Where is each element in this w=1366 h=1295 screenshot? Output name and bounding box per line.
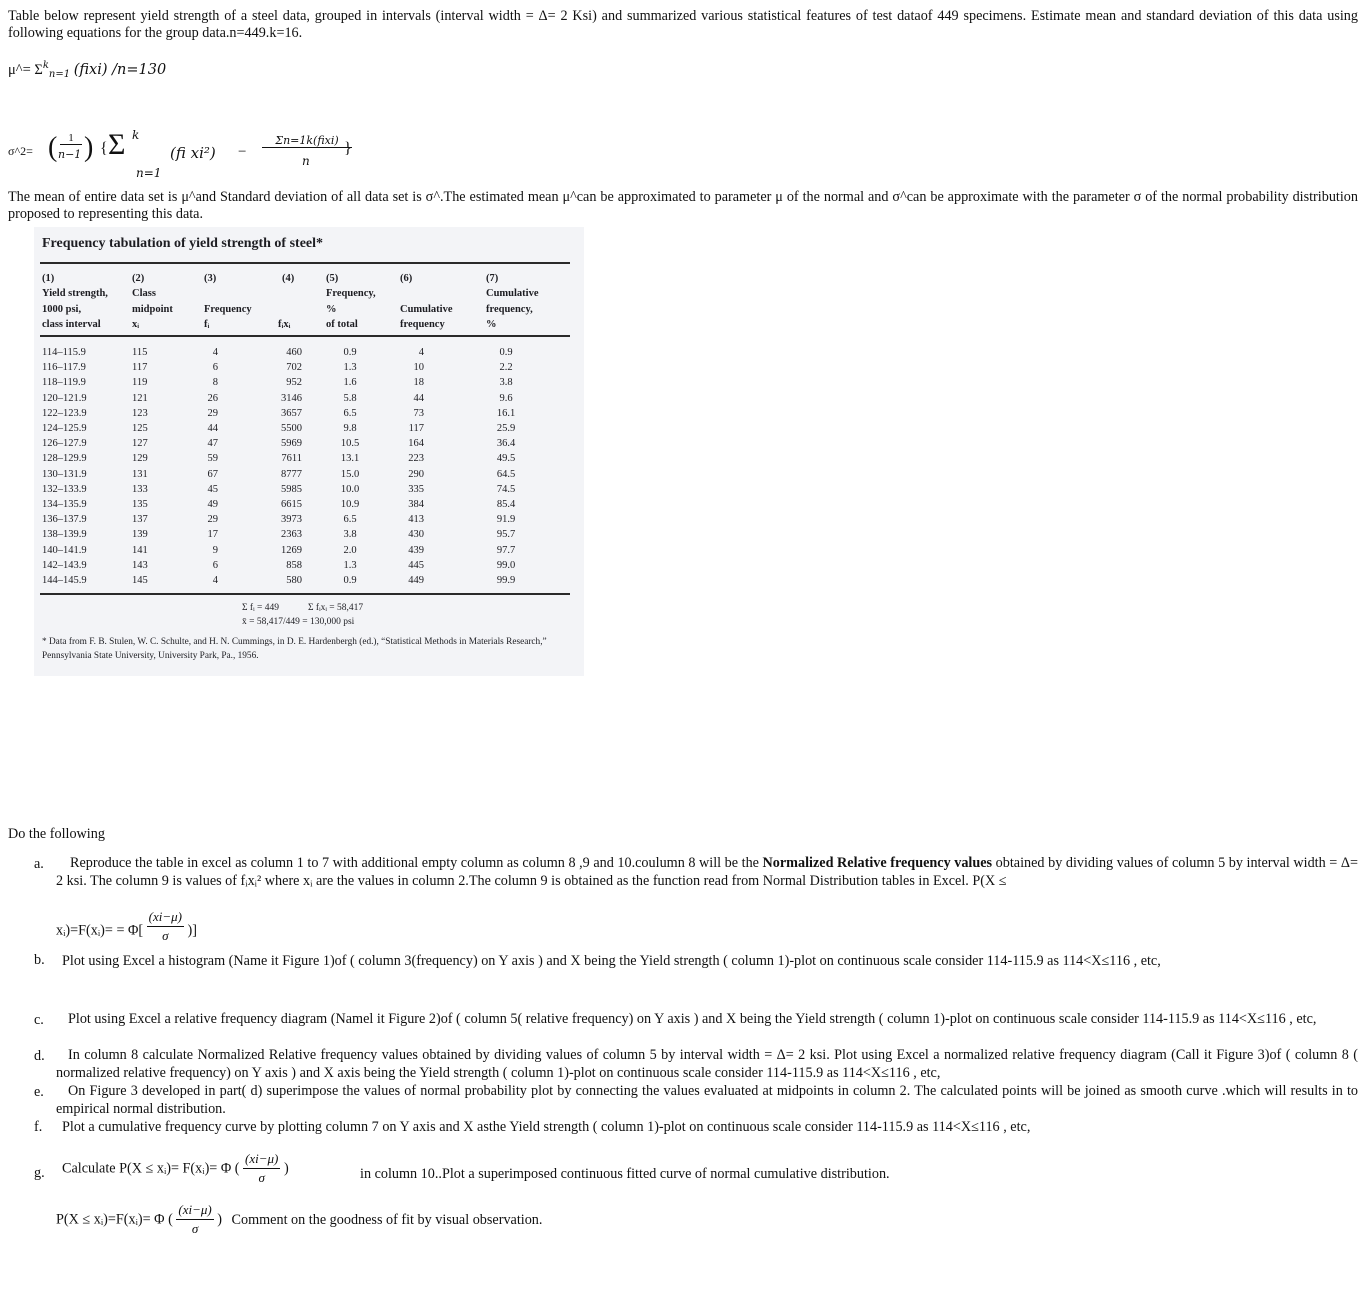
task-a-frac-den: σ — [162, 928, 169, 943]
table-cell-col-1: 126–127.9 — [42, 438, 87, 450]
table-cell-col-3: 67 — [207, 468, 218, 480]
table-cell-col-6: 223 — [408, 453, 424, 465]
table-cell-col-6: 44 — [413, 392, 424, 404]
table-cell-col-6: 18 — [413, 377, 424, 389]
table-cell-col-2: 143 — [132, 559, 148, 571]
table-cell-col-6: 384 — [408, 499, 424, 510]
header-col-7-line-1: (7) — [486, 273, 499, 284]
mean-eq-lhs: μ^= — [8, 62, 31, 78]
header-col-3-line-1: (3) — [204, 273, 217, 284]
table-cell-col-2: 141 — [132, 544, 148, 556]
header-col-6-line-1: (6) — [400, 273, 413, 284]
table-cell-col-3: 9 — [212, 544, 218, 556]
table-cell-col-1: 122–123.9 — [42, 407, 87, 419]
table-cell-col-1: 144–145.9 — [42, 575, 87, 586]
task-h-frac-den: σ — [191, 1221, 199, 1236]
table-cell-col-6: 290 — [408, 468, 424, 480]
task-h-frac-num: (xi−μ) — [176, 1201, 213, 1220]
task-c-text: Plot using Excel a relative frequency diagram (Namel it Figure 2)of ( column 5( relative frequency) on Y axis ) and X being the Yield strength ( column 1)-plot on continuous scale consider 114-115.9 as 114<X≤116 , etc, — [68, 1011, 1317, 1027]
var-eq-frac-num: Σn=1k(fixi) — [262, 134, 352, 148]
table-cell-col-6: 449 — [408, 575, 424, 586]
table-cell-col-7: 2.2 — [499, 362, 513, 374]
table-cell-col-3: 4 — [212, 347, 218, 358]
var-eq-coef-den: n−1 — [58, 148, 82, 161]
table-cell-col-6: 439 — [408, 544, 424, 556]
table-cell-col-5: 9.8 — [343, 423, 357, 434]
task-g-label: g. — [34, 1165, 45, 1181]
table-cell-col-2: 133 — [132, 483, 148, 495]
var-eq-lhs: σ^2= — [8, 144, 33, 158]
table-cell-col-3: 49 — [207, 499, 218, 510]
task-e-label: e. — [34, 1084, 44, 1100]
table-cell-col-2: 127 — [132, 438, 148, 450]
table-cell-col-1: 134–135.9 — [42, 499, 87, 510]
table-cell-col-7: 16.1 — [496, 407, 516, 419]
task-a-text-4: )] — [187, 922, 197, 939]
table-footnote: * Data from F. B. Stulen, W. C. Schulte, and H. N. Cummings, in D. E. Hardenbergh (ed.), “Statistical Methods in Materials Research,” Pennsylvania State University, University Park, Pa., 1956. — [42, 637, 547, 661]
table-cell-col-1: 140–141.9 — [42, 544, 87, 556]
header-col-5-line-1: (5) — [326, 273, 339, 284]
table-cell-col-3: 29 — [207, 514, 218, 526]
table-cell-col-4: 580 — [286, 575, 302, 586]
header-col-1-line-3: 1000 psi, — [42, 303, 82, 315]
table-cell-col-7: 91.9 — [496, 514, 516, 526]
table-cell-col-1: 120–121.9 — [42, 392, 87, 404]
table-top-rule — [40, 262, 570, 264]
table-cell-col-2: 139 — [132, 529, 148, 541]
mean-eq-sum-sup: k — [42, 60, 49, 71]
table-cell-col-4: 7611 — [281, 453, 302, 465]
table-cell-col-7: 64.5 — [496, 468, 516, 480]
table-cell-col-4: 460 — [286, 347, 302, 358]
table-cell-col-4: 5969 — [281, 438, 302, 450]
task-c-label: c. — [34, 1012, 44, 1028]
table-cell-col-1: 118–119.9 — [42, 377, 86, 389]
table-cell-col-1: 130–131.9 — [42, 468, 87, 480]
task-h-formula — [56, 1201, 542, 1238]
table-cell-col-5: 0.9 — [343, 347, 357, 358]
task-g-frac-den: σ — [258, 1170, 265, 1185]
table-cell-col-4: 3146 — [281, 392, 302, 404]
table-cell-col-5: 3.8 — [343, 529, 357, 541]
table-cell-col-5: 10.5 — [340, 438, 360, 450]
header-col-7-line-3: frequency, — [486, 303, 533, 315]
table-cell-col-1: 142–143.9 — [42, 559, 87, 571]
table-cell-col-2: 115 — [132, 347, 148, 358]
table-cell-col-2: 131 — [132, 468, 148, 480]
task-h-text-2: ) — [217, 1211, 222, 1228]
variance-equation: σ^2= ( 1 n−1 ) { Σ k n=1 (fi xi²) − Σn=1k(fixi) n } — [8, 128, 352, 180]
table-header-rule — [40, 335, 570, 337]
table-cell-col-1: 136–137.9 — [42, 514, 87, 526]
var-eq-sum-sub: n=1 — [136, 166, 162, 180]
table-cell-col-2: 121 — [132, 392, 148, 404]
header-col-2-line-1: (2) — [132, 273, 145, 284]
header-col-1-line-2: Yield strength, — [42, 288, 108, 300]
table-cell-col-3: 44 — [207, 423, 218, 434]
task-d-text: In column 8 calculate Normalized Relative frequency values obtained by dividing values of column 5 by interval width = Δ= 2 ksi. Plot using Excel a normalized relative frequency diagram (Call it Figure 3)of ( column 8 ( normalized relative frequency) on Y axis ) and X axis being the Yield strength ( column 1)-plot on continuous scale consider 114-115.9 as 114<X≤116 , etc, — [56, 1047, 1358, 1081]
table-cell-col-3: 29 — [207, 407, 218, 419]
task-g-text-2: ) — [283, 1160, 289, 1177]
task-d-label: d. — [34, 1048, 45, 1064]
header-col-2-line-3: midpoint — [132, 303, 173, 315]
table-cell-col-3: 17 — [207, 529, 218, 541]
table-cell-col-7: 9.6 — [499, 392, 513, 404]
table-cell-col-5: 6.5 — [343, 407, 357, 419]
table-cell-col-5: 10.9 — [340, 499, 360, 510]
var-eq-coef-num: 1 — [60, 132, 82, 145]
header-col-2-line-2: Class — [132, 288, 156, 300]
table-cell-col-7: 36.4 — [496, 438, 516, 450]
header-col-3-line-4: fᵢ — [204, 318, 210, 330]
sum-f: Σ fᵢ = 449 — [242, 603, 279, 613]
table-cell-col-6: 164 — [408, 438, 424, 450]
task-g-formula — [62, 1150, 289, 1187]
header-col-5-line-4: of total — [326, 318, 358, 330]
table-cell-col-4: 5985 — [281, 483, 302, 495]
table-cell-col-7: 25.9 — [496, 423, 516, 434]
mean-eq-sum: Σ — [34, 62, 43, 78]
table-cell-col-3: 6 — [212, 559, 218, 571]
header-col-7-line-4: % — [486, 318, 497, 330]
do-following-heading: Do the following — [8, 826, 105, 842]
header-col-7-line-2: Cumulative — [486, 288, 539, 300]
table-cell-col-5: 2.0 — [343, 544, 357, 556]
table-cell-col-2: 117 — [132, 362, 148, 374]
table-cell-col-3: 4 — [212, 575, 218, 586]
task-g-fraction — [243, 1150, 280, 1187]
task-b-label: b. — [34, 952, 45, 968]
table-cell-col-4: 1269 — [281, 544, 302, 556]
table-cell-col-6: 445 — [408, 559, 424, 571]
var-eq-minus: − — [238, 144, 247, 160]
table-cell-col-7: 3.8 — [499, 377, 513, 389]
table-cell-col-2: 123 — [132, 407, 148, 419]
table-cell-col-6: 117 — [408, 423, 424, 434]
table-cell-col-5: 0.9 — [343, 575, 357, 586]
mean-explanation: The mean of entire data set is μ^and Standard deviation of all data set is σ^.The estimated mean μ^can be approximated to parameter μ of the normal and σ^can be approximate with the parameter σ of the normal probability distribution proposed to representing this data. — [8, 189, 1358, 222]
table-cell-col-7: 49.5 — [496, 453, 516, 465]
task-h-text-3: Comment on the goodness of fit by visual observation. — [231, 1211, 543, 1228]
table-cell-col-2: 125 — [132, 423, 148, 434]
table-cell-col-6: 73 — [413, 407, 424, 419]
task-b-text: Plot using Excel a histogram (Name it Figure 1)of ( column 3(frequency) on Y axis ) and X being the Yield strength ( column 1)-plot on continuous scale consider 114-115.9 as 114<X≤116 , etc, — [62, 953, 1161, 969]
table-cell-col-6: 4 — [418, 347, 424, 358]
table-cell-col-7: 97.7 — [496, 544, 516, 556]
task-g-text-3: in column 10..Plot a superimposed continuous fitted curve of normal cumulative distribution. — [360, 1166, 890, 1182]
task-g-frac-num: (xi−μ) — [243, 1150, 280, 1169]
table-cell-col-7: 99.9 — [496, 575, 516, 586]
mean-equation — [8, 60, 166, 80]
table-cell-col-5: 15.0 — [340, 468, 360, 480]
table-cell-col-3: 47 — [207, 438, 218, 450]
table-cell-col-5: 1.3 — [343, 559, 357, 571]
table-cell-col-7: 99.0 — [496, 559, 516, 571]
table-cell-col-4: 5500 — [281, 423, 302, 434]
table-cell-col-6: 430 — [408, 529, 424, 541]
table-cell-col-7: 74.5 — [496, 483, 516, 495]
table-cell-col-4: 3973 — [281, 514, 302, 526]
table-cell-col-1: 116–117.9 — [42, 362, 86, 374]
table-cell-col-5: 5.8 — [343, 392, 357, 404]
table-cell-col-2: 137 — [132, 514, 148, 526]
header-col-4-line-1: (4) — [282, 273, 295, 284]
table-cell-col-3: 6 — [212, 362, 218, 374]
table-cell-col-4: 952 — [286, 377, 302, 389]
table-cell-col-4: 2363 — [281, 529, 302, 541]
var-eq-sum-sup: k — [132, 128, 140, 142]
table-cell-col-2: 119 — [132, 377, 148, 389]
task-a-frac-num: (xi−μ) — [147, 908, 184, 927]
table-cell-col-7: 95.7 — [496, 529, 516, 541]
table-cell-col-4: 6615 — [281, 499, 302, 510]
table-cell-col-4: 858 — [286, 559, 302, 571]
table-cell-col-7: 85.4 — [496, 499, 516, 510]
mean-eq-body: (fixi) /n=130 — [73, 62, 167, 78]
table-cell-col-2: 129 — [132, 453, 148, 465]
header-col-5-line-2: Frequency, — [326, 288, 376, 300]
intro-paragraph: Table below represent yield strength of a steel data, grouped in intervals (interval width = Δ= 2 Ksi) and summarized various statistical features of test dataof 449 specimens. Estimate mean and standard deviation of this data using following equations for the group data.n=449.k=16. — [8, 8, 1358, 41]
task-h-fraction — [176, 1201, 213, 1238]
header-col-5-line-3: % — [326, 303, 337, 315]
task-e-text: On Figure 3 developed in part( d) superimpose the values of normal probability plot by connecting the values evaluated at midpoints in column 2. The calculated points will be joined as smooth curve .which will results in to empirical normal distribution. — [56, 1083, 1358, 1117]
task-a-text — [56, 854, 1358, 890]
table-cell-col-7: 0.9 — [499, 347, 513, 358]
table-cell-col-1: 132–133.9 — [42, 483, 87, 495]
table-cell-col-3: 26 — [207, 392, 218, 404]
table-cell-col-6: 335 — [408, 483, 424, 495]
task-a-label: a. — [34, 856, 44, 872]
table-cell-col-2: 145 — [132, 575, 148, 586]
task-f-text: Plot a cumulative frequency curve by plotting column 7 on Y axis and X asthe Yield strength ( column 1)-plot on continuous scale consider 114-115.9 as 114<X≤116 , etc, — [62, 1119, 1031, 1135]
table-cell-col-3: 59 — [207, 453, 218, 465]
table-cell-col-5: 1.6 — [343, 377, 357, 389]
sum-fx: Σ fᵢxᵢ = 58,417 — [308, 603, 364, 613]
task-a-formula — [56, 909, 197, 945]
table-cell-col-3: 8 — [212, 377, 218, 389]
table-cell-col-5: 6.5 — [343, 514, 357, 526]
table-cell-col-1: 138–139.9 — [42, 529, 87, 541]
task-a-fraction — [147, 908, 184, 945]
task-a-text-3: xᵢ)=F(xᵢ)= = Φ[ — [56, 922, 144, 939]
table-title: Frequency tabulation of yield strength of steel* — [42, 236, 324, 251]
header-col-6-line-4: frequency — [400, 318, 445, 330]
table-cell-col-4: 702 — [286, 362, 302, 374]
header-col-3-line-3: Frequency — [204, 303, 252, 315]
table-cell-col-6: 413 — [408, 514, 424, 526]
task-a-text-1: Reproduce the table in excel as column 1 to 7 with additional empty column as column 8 ,9 and 10.coulumn 8 will be the — [70, 855, 763, 871]
task-a-text-2: obtained by dividing values of column 5 by interval width = Δ= 2 ksi. The column 9 is values of fᵢxᵢ² where xᵢ are the values in column 2.The column 9 is obtained as the function read from Normal Distribution tables in Excel. P(X ≤ — [56, 855, 1358, 889]
table-cell-col-6: 10 — [413, 362, 424, 374]
header-col-2-line-4: xᵢ — [132, 318, 140, 330]
table-cell-col-5: 13.1 — [340, 453, 360, 465]
task-h-text-1: P(X ≤ xᵢ)=F(xᵢ)= Φ ( — [56, 1211, 173, 1228]
table-cell-col-1: 128–129.9 — [42, 453, 87, 465]
xbar-value: x̄ = 58,417/449 = 130,000 psi — [242, 617, 355, 627]
mean-eq-sum-sub: n=1 — [48, 69, 71, 80]
table-cell-col-4: 3657 — [281, 407, 302, 419]
table-cell-col-3: 45 — [207, 483, 218, 495]
table-bottom-rule — [40, 593, 570, 595]
task-a-bold: Normalized Relative frequency values — [762, 855, 993, 871]
var-eq-frac-den: n — [302, 154, 310, 168]
task-f-label: f. — [34, 1119, 43, 1135]
header-col-1-line-1: (1) — [42, 273, 55, 284]
table-cell-col-5: 10.0 — [340, 483, 360, 495]
header-col-1-line-4: class interval — [42, 318, 101, 330]
task-g-text-1: Calculate P(X ≤ xᵢ)= F(xᵢ)= Φ ( — [62, 1160, 240, 1177]
table-cell-col-2: 135 — [132, 499, 148, 510]
scanned-frequency-table — [34, 227, 584, 676]
table-cell-col-4: 8777 — [281, 468, 302, 480]
table-cell-col-1: 114–115.9 — [42, 347, 86, 358]
table-cell-col-1: 124–125.9 — [42, 423, 87, 434]
var-eq-term: (fi xi²) — [170, 144, 216, 162]
header-col-4-line-4: fᵢxᵢ — [278, 318, 291, 330]
header-col-6-line-3: Cumulative — [400, 303, 453, 315]
table-cell-col-5: 1.3 — [343, 362, 357, 374]
